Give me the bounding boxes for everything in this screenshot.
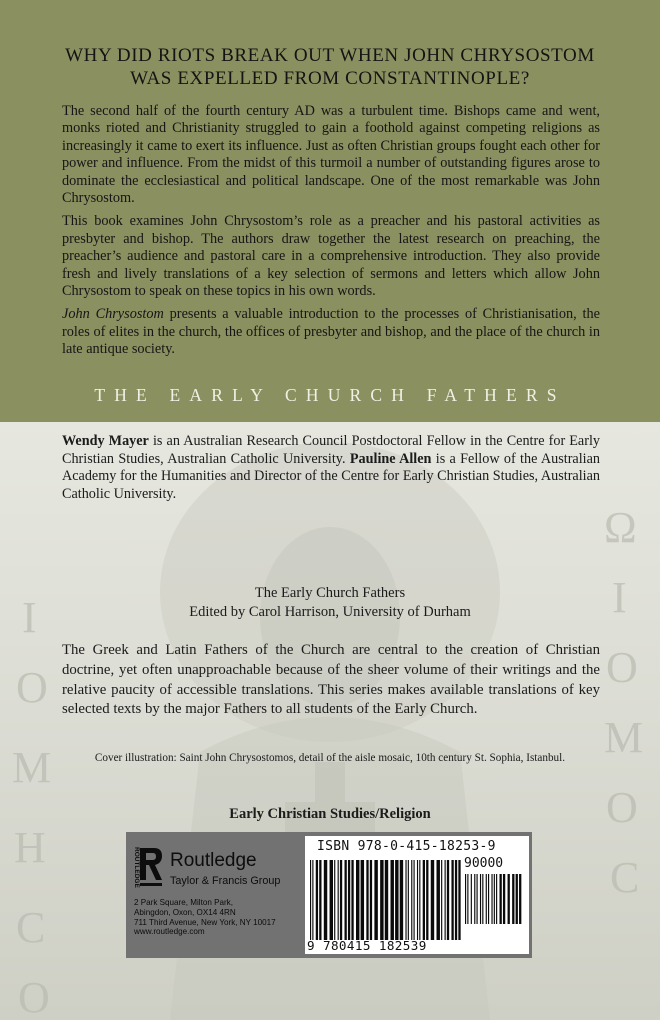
- barcode-bar: [482, 874, 483, 924]
- barcode-bar: [488, 874, 489, 924]
- mosaic-letter-6: O: [18, 973, 50, 1020]
- publisher-name: Routledge: [170, 850, 257, 871]
- routledge-logo-icon: [136, 846, 164, 890]
- barcode-bar: [395, 860, 398, 940]
- publisher-group: Taylor & Francis Group: [170, 875, 281, 887]
- barcode-bar: [445, 860, 446, 940]
- barcode-bar: [519, 874, 521, 924]
- barcode-bar: [408, 860, 409, 940]
- series-band: THE EARLY CHURCH FATHERS: [94, 385, 566, 405]
- mosaic-letter-8: I: [612, 573, 627, 622]
- barcode-bar: [324, 860, 327, 940]
- mosaic-letter-12: C: [610, 853, 640, 902]
- barcode-bar: [494, 874, 495, 924]
- barcode-bar: [405, 860, 406, 940]
- barcode-bar: [411, 860, 412, 940]
- address-line: 711 Third Avenue, New York, NY 10017: [134, 917, 276, 927]
- blurb-paragraph-3: [62, 306, 600, 358]
- mosaic-letter-4: H: [14, 823, 46, 872]
- mosaic-letter-1: I: [22, 593, 37, 642]
- barcode-number: 9 780415 182539: [307, 938, 427, 953]
- ean-barcode: [309, 860, 463, 940]
- barcode-bar: [330, 860, 333, 940]
- author-bios: [62, 433, 600, 503]
- barcode-bar: [348, 860, 350, 940]
- barcode-bar: [503, 874, 505, 924]
- barcode-bar: [496, 874, 497, 924]
- blurb: [62, 103, 600, 365]
- author-1-bio: is an Australian Research Council Postdoctoral Fellow in the Centre for Early Christian Studies, Australian Catholic University.: [62, 433, 600, 467]
- barcode-bar: [441, 860, 442, 940]
- barcode-bar: [471, 874, 472, 924]
- mosaic-letter-7: Ω: [604, 503, 637, 552]
- series-editor: Edited by Carol Harrison, University of Durham: [189, 604, 471, 620]
- barcode-bar: [474, 874, 475, 924]
- barcode-bar: [516, 874, 518, 924]
- barcode-bar: [345, 860, 347, 940]
- barcode-bar: [374, 860, 377, 940]
- barcode-bar: [437, 860, 440, 940]
- barcode-bar: [455, 860, 457, 940]
- barcode-bar: [316, 860, 318, 940]
- barcode-bar: [512, 874, 514, 924]
- barcode-bar: [500, 874, 502, 924]
- barcode-bar: [340, 860, 342, 940]
- barcode-bar: [480, 874, 481, 924]
- barcode-bar: [319, 860, 321, 940]
- subject-category: Early Christian Studies/Religion: [229, 806, 431, 822]
- barcode-bar: [447, 860, 449, 940]
- isbn-text: ISBN 978-0-415-18253-9: [317, 839, 496, 854]
- barcode-bar: [467, 874, 468, 924]
- mosaic-letter-11: Ο: [606, 783, 638, 832]
- publisher-imprint-box: [126, 832, 532, 958]
- publisher-address: [134, 898, 276, 937]
- address-line: Abingdon, Oxon, OX14 4RN: [134, 907, 236, 917]
- mosaic-letter-10: Μ: [604, 713, 644, 762]
- barcode-bar: [312, 860, 313, 940]
- publisher-website: www.routledge.com: [134, 927, 205, 937]
- barcode-bar: [486, 874, 487, 924]
- blurb-paragraph-1: The second half of the fourth century AD was a turbulent time. Bishops came and went, monks rioted and Christianity struggled to gain a foothold against competing religions as increasingly it came to exert its influence. Just as often Christian groups fought each other for power and influence. From the midst of this turmoil a number of outstanding figures arose to dominate the ecclesiastical and political landscape. One of the most remarkable was John Chrysostom.: [62, 103, 600, 207]
- barcode-bar: [366, 860, 368, 940]
- barcode-bar: [417, 860, 418, 940]
- barcode-bar: [491, 874, 492, 924]
- barcode-bar: [334, 860, 335, 940]
- vertical-publisher-text: ROUTLEDGE: [133, 847, 140, 888]
- price-barcode: [464, 874, 524, 924]
- barcode-bar: [400, 860, 403, 940]
- headline: [30, 44, 630, 90]
- series-description: The Greek and Latin Fathers of the Church are central to the creation of Christian doctrine, yet often unapproachable because of the sheer volume of their writings and the relative paucity of accessible translations. This series makes available translations of key selected texts by the major Fathers to all students of the Early Church.: [62, 642, 600, 718]
- barcode-label: [305, 836, 529, 954]
- barcode-bar: [451, 860, 453, 940]
- author-2-name: Pauline Allen: [349, 450, 432, 467]
- barcode-bar: [508, 874, 510, 924]
- mosaic-letter-3: M: [12, 743, 52, 792]
- barcode-bar: [431, 860, 434, 940]
- barcode-bar: [414, 860, 415, 940]
- barcode-bar: [477, 874, 478, 924]
- barcode-bar: [391, 860, 394, 940]
- headline-line-2: WAS EXPELLED FROM CONSTANTINOPLE?: [130, 68, 530, 89]
- mosaic-letter-9: Ο: [606, 643, 638, 692]
- barcode-bar: [338, 860, 339, 940]
- cover-illustration-credit: Cover illustration: Saint John Chrysostomos, detail of the aisle mosaic, 10th century St. Sophia, Istanbul.: [94, 752, 566, 764]
- barcode-bar: [423, 860, 425, 940]
- book-title-italic: John Chrysostom: [62, 306, 164, 323]
- barcode-bar: [356, 860, 359, 940]
- barcode-bar: [385, 860, 388, 940]
- author-1-name: Wendy Mayer: [62, 433, 149, 449]
- barcode-bar: [465, 874, 466, 924]
- barcode-bar: [426, 860, 428, 940]
- barcode-bar: [310, 860, 311, 940]
- blurb-paragraph-2: This book examines John Chrysostom’s role as a preacher and his pastoral activities as presbyter and bishop. The authors draw together the latest research on preaching, the preacher’s audience and pastoral care in a comprehensive introduction. They also provide fresh and lively translations of a key selection of sermons and letters which allow John Chrysostom to speak on these topics in his own words.: [62, 213, 600, 300]
- headline-line-1: WHY DID RIOTS BREAK OUT WHEN JOHN CHRYSOSTOM: [65, 45, 595, 66]
- barcode-bar: [361, 860, 364, 940]
- series-title: The Early Church Fathers: [254, 585, 406, 601]
- blurb-paragraph-3-text: presents a valuable introduction to the processes of Christianisation, the roles of elites in the church, the offices of presbyter and bishop, and the place of the church in late antique society.: [62, 306, 600, 358]
- barcode-bar: [351, 860, 353, 940]
- barcode-bar: [458, 860, 460, 940]
- author-2-bio: is a Fellow of the Australian Academy for the Humanities and Director of the Centre for Early Christian Studies, Australian Catholic University.: [62, 450, 600, 502]
- address-line: 2 Park Square, Milton Park,: [134, 898, 233, 907]
- mosaic-letter-5: C: [16, 903, 46, 952]
- barcode-bar: [419, 860, 420, 940]
- barcode-bar: [380, 860, 383, 940]
- mosaic-letter-2: O: [16, 663, 48, 712]
- series-info: [130, 584, 530, 622]
- price-code: 90000: [464, 856, 504, 871]
- barcode-bar: [370, 860, 372, 940]
